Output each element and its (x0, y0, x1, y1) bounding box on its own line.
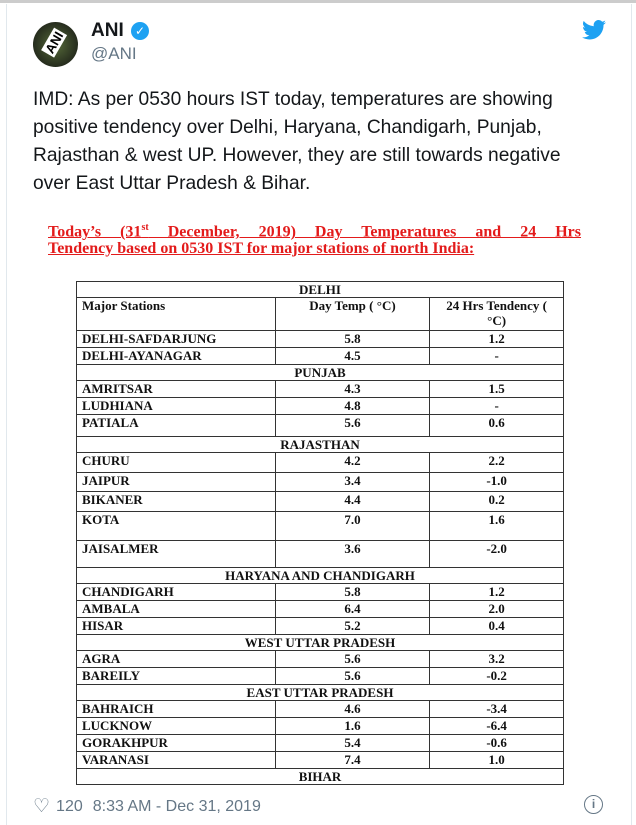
section-header: WEST UTTAR PRADESH (77, 635, 564, 651)
table-row (77, 601, 564, 618)
table-row (77, 701, 564, 718)
image-title-line2: Tendency based on 0530 IST for major stations of north India: (48, 240, 475, 257)
like-count: 120 (56, 797, 83, 815)
table-row (77, 752, 564, 769)
day-temp: 7.0 (275, 512, 430, 541)
author-handle[interactable]: @ANI (91, 44, 137, 63)
station-name: KOTA (77, 512, 276, 541)
station-name: CHANDIGARH (77, 584, 276, 601)
table-row (77, 718, 564, 735)
day-temp: 4.6 (275, 701, 430, 718)
day-temp: 4.3 (275, 381, 430, 398)
temperature-table (76, 281, 564, 785)
station-name: BAHRAICH (77, 701, 276, 718)
station-name: JAISALMER (77, 541, 276, 568)
tendency: -2.0 (430, 541, 564, 568)
day-temp: 5.6 (275, 668, 430, 685)
table-row (77, 541, 564, 568)
section-header: HARYANA AND CHANDIGARH (77, 568, 564, 584)
info-icon[interactable]: i (584, 795, 603, 814)
table-row (77, 512, 564, 541)
day-temp: 6.4 (275, 601, 430, 618)
table-row (77, 415, 564, 437)
day-temp: 5.8 (275, 331, 430, 348)
tendency: 2.0 (430, 601, 564, 618)
station-name: DELHI-AYANAGAR (77, 348, 276, 365)
day-temp: 4.5 (275, 348, 430, 365)
station-name: CHURU (77, 453, 276, 473)
column-header: Day Temp ( °C) (275, 298, 430, 331)
tendency: 0.4 (430, 618, 564, 635)
section-header: EAST UTTAR PRADESH (77, 685, 564, 701)
tweet-footer (33, 795, 261, 818)
timestamp[interactable]: 8:33 AM - Dec 31, 2019 (92, 797, 261, 815)
table-row (77, 381, 564, 398)
tendency: 0.2 (430, 492, 564, 512)
author-name[interactable]: ANI (91, 20, 124, 41)
table-row (77, 398, 564, 415)
station-name: LUCKNOW (77, 718, 276, 735)
table-row (77, 735, 564, 752)
table-row (77, 453, 564, 473)
table-row (77, 492, 564, 512)
tendency: 3.2 (430, 651, 564, 668)
station-name: PATIALA (77, 415, 276, 437)
station-name: BAREILY (77, 668, 276, 685)
station-name: AGRA (77, 651, 276, 668)
station-name: VARANASI (77, 752, 276, 769)
day-temp: 3.6 (275, 541, 430, 568)
tendency: -1.0 (430, 473, 564, 492)
avatar[interactable]: ANI (33, 22, 78, 67)
day-temp: 1.6 (275, 718, 430, 735)
tendency: 1.2 (430, 331, 564, 348)
station-name: DELHI-SAFDARJUNG (77, 331, 276, 348)
tendency: 1.0 (430, 752, 564, 769)
station-name: GORAKHPUR (77, 735, 276, 752)
top-border (0, 0, 636, 3)
tendency: 0.6 (430, 415, 564, 437)
tendency: -3.4 (430, 701, 564, 718)
day-temp: 4.4 (275, 492, 430, 512)
tendency: -0.2 (430, 668, 564, 685)
tendency: -0.6 (430, 735, 564, 752)
station-name: HISAR (77, 618, 276, 635)
day-temp: 4.8 (275, 398, 430, 415)
day-temp: 4.2 (275, 453, 430, 473)
table-row (77, 618, 564, 635)
twitter-bird-icon[interactable] (582, 20, 606, 40)
station-name: AMBALA (77, 601, 276, 618)
station-name: AMRITSAR (77, 381, 276, 398)
day-temp: 5.8 (275, 584, 430, 601)
day-temp: 5.6 (275, 651, 430, 668)
tendency: -6.4 (430, 718, 564, 735)
column-header: Major Stations (77, 298, 276, 331)
verified-badge-icon: ✓ (131, 22, 149, 40)
section-header: DELHI (77, 282, 564, 298)
day-temp: 7.4 (275, 752, 430, 769)
table-row (77, 584, 564, 601)
day-temp: 5.6 (275, 415, 430, 437)
heart-icon[interactable]: ♡ (33, 796, 51, 817)
station-name: LUDHIANA (77, 398, 276, 415)
tendency: 2.2 (430, 453, 564, 473)
day-temp: 5.2 (275, 618, 430, 635)
table-row (77, 651, 564, 668)
section-header: RAJASTHAN (77, 437, 564, 453)
station-name: JAIPUR (77, 473, 276, 492)
tendency: 1.2 (430, 584, 564, 601)
tendency: 1.5 (430, 381, 564, 398)
station-name: BIKANER (77, 492, 276, 512)
day-temp: 5.4 (275, 735, 430, 752)
tendency: - (430, 398, 564, 415)
tendency: - (430, 348, 564, 365)
table-row (77, 331, 564, 348)
section-header: PUNJAB (77, 365, 564, 381)
section-header: BIHAR (77, 769, 564, 785)
table-row (77, 668, 564, 685)
table-row (77, 473, 564, 492)
day-temp: 3.4 (275, 473, 430, 492)
tweet-text: IMD: As per 0530 hours IST today, temperatures are showing positive tendency over Delhi, Haryana, Chandigarh, Punjab, Rajasthan & west UP. However, they are still towards negative over East Uttar Pradesh & Bihar. (33, 89, 561, 194)
column-header: 24 Hrs Tendency ( °C) (430, 298, 564, 331)
image-title: Today’s (31st December, 2019) Day Temperatures and 24 Hrs (48, 222, 582, 241)
table-row (77, 348, 564, 365)
tendency: 1.6 (430, 512, 564, 541)
